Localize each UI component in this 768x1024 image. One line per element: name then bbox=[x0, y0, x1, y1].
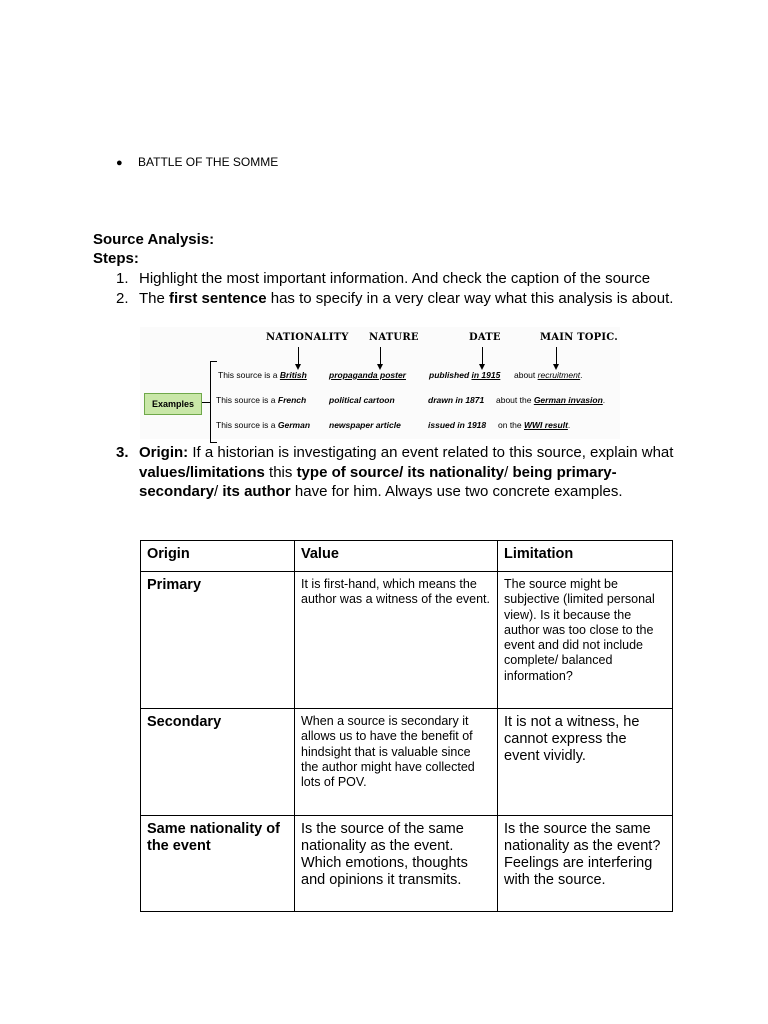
example-2-date: drawn in 1871 bbox=[428, 395, 485, 405]
examples-diagram bbox=[140, 327, 620, 439]
diagram-header-nature: NATURE bbox=[369, 332, 419, 343]
value-cell: It is first-hand, which means the author was a witness of the event. bbox=[295, 572, 498, 709]
example-2-topic: about the German invasion. bbox=[496, 395, 606, 405]
origin-cell: Same nationality of the event bbox=[141, 816, 295, 912]
column-header: Origin bbox=[141, 541, 295, 572]
heading-source-analysis: Source Analysis: bbox=[93, 231, 215, 248]
table-row bbox=[141, 572, 673, 709]
diagram-header-nationality: NATIONALITY bbox=[266, 332, 349, 343]
arrow-down-icon bbox=[482, 347, 483, 365]
bullet-text: BATTLE OF THE SOMME bbox=[138, 155, 279, 169]
step-number: 3. bbox=[116, 444, 129, 461]
origin-value-limitation-table bbox=[140, 540, 673, 912]
arrow-down-icon bbox=[556, 347, 557, 365]
limitation-cell: It is not a witness, he cannot express the event vividly. bbox=[498, 709, 673, 816]
example-2-nature: political cartoon bbox=[329, 395, 395, 405]
example-3-topic: on the WWI result. bbox=[498, 420, 571, 430]
bullet-item bbox=[116, 155, 278, 169]
value-cell: When a source is secondary it allows us to have the benefit of hindsight that is valuable since the author might have collected lots of POV. bbox=[295, 709, 498, 816]
arrow-down-icon bbox=[298, 347, 299, 365]
step-1 bbox=[116, 269, 676, 289]
example-row-1: This source is a British bbox=[218, 370, 307, 380]
example-1-nature: propaganda poster bbox=[329, 370, 406, 380]
step-text: Origin: If a historian is investigating an event related to this source, explain what values/limitations this type of source/ its nationality/ being primary-secondary/ its author have for him. Always use two concrete examples. bbox=[139, 444, 674, 500]
table-header-row bbox=[141, 541, 673, 572]
step-3 bbox=[116, 443, 676, 502]
arrow-down-icon bbox=[380, 347, 381, 365]
limitation-cell: Is the source the same nationality as the event? Feelings are interfering with the source. bbox=[498, 816, 673, 912]
column-header: Limitation bbox=[498, 541, 673, 572]
step-text: Highlight the most important information. And check the caption of the source bbox=[139, 270, 651, 287]
table-row bbox=[141, 816, 673, 912]
example-row-2: This source is a French bbox=[216, 395, 307, 405]
brace-connector bbox=[202, 402, 210, 403]
step-2 bbox=[116, 289, 676, 309]
example-3-nature: newspaper article bbox=[329, 420, 401, 430]
example-3-date: issued in 1918 bbox=[428, 420, 487, 430]
example-1-topic: about recruitment. bbox=[514, 370, 583, 380]
example-row-3: This source is a German bbox=[216, 420, 311, 430]
column-header: Value bbox=[295, 541, 498, 572]
limitation-cell: The source might be subjective (limited personal view). Is it because the author was too close to the event and did not include complete/ balanced information? bbox=[498, 572, 673, 709]
step-number: 2. bbox=[116, 290, 129, 307]
table-row bbox=[141, 709, 673, 816]
examples-label: Examples bbox=[144, 393, 202, 415]
bullet-icon: ● bbox=[116, 157, 123, 169]
diagram-header-date: DATE bbox=[469, 332, 501, 343]
example-1-date: published in 1915 bbox=[429, 370, 501, 380]
origin-cell: Primary bbox=[141, 572, 295, 709]
step-number: 1. bbox=[116, 270, 129, 287]
heading-steps: Steps: bbox=[93, 250, 139, 267]
step-text: The first sentence has to specify in a very clear way what this analysis is about. bbox=[139, 290, 674, 307]
origin-cell: Secondary bbox=[141, 709, 295, 816]
value-cell: Is the source of the same nationality as the event. Which emotions, thoughts and opinions it transmits. bbox=[295, 816, 498, 912]
diagram-header-main-topic: MAIN TOPIC. bbox=[540, 332, 618, 343]
